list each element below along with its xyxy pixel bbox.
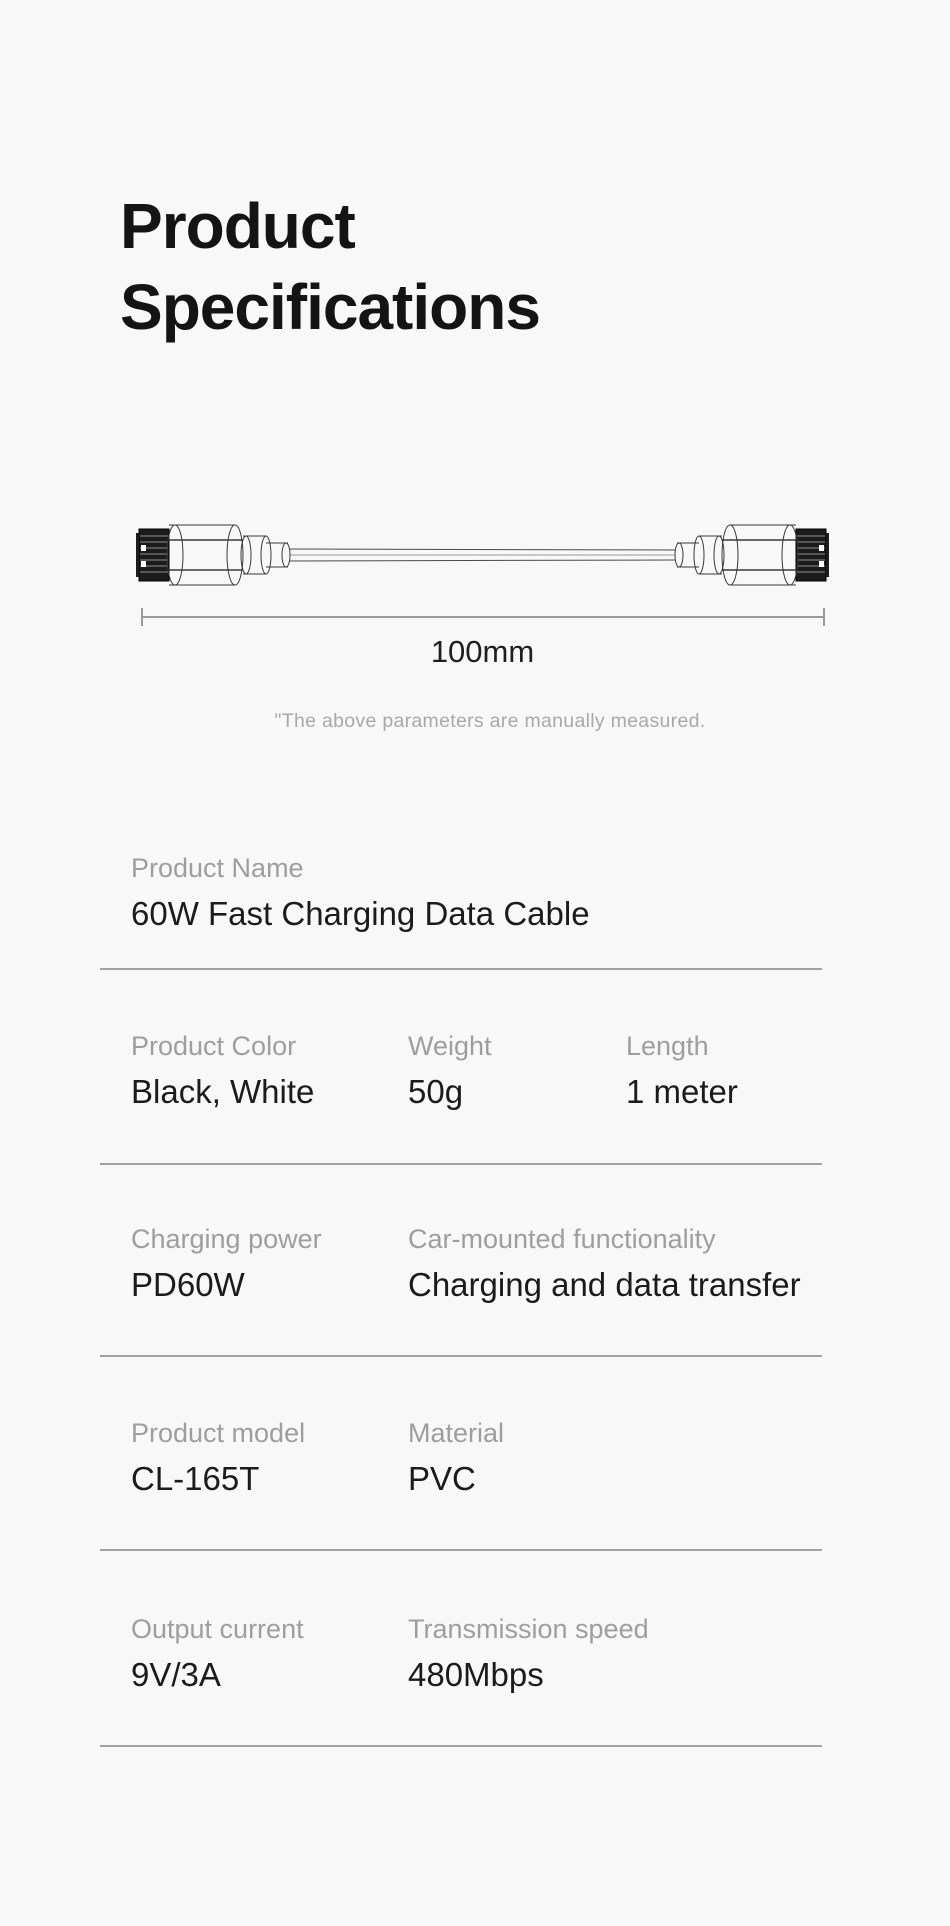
spec-section-product-name (131, 850, 590, 936)
spec-section-current-speed (131, 1611, 649, 1697)
spec-value: PVC (408, 1460, 476, 1497)
cable-illustration (135, 519, 830, 591)
spec-value: 1 meter (626, 1073, 738, 1110)
section-divider (100, 1549, 822, 1551)
section-divider (100, 1163, 822, 1165)
spec-field (131, 1028, 408, 1114)
dimension-tick-right (823, 608, 825, 626)
page-title (120, 186, 540, 348)
dimension-line (141, 616, 824, 618)
section-divider (100, 1355, 822, 1357)
spec-field (408, 1221, 801, 1307)
spec-value: Black, White (131, 1073, 315, 1110)
spec-value: PD60W (131, 1266, 245, 1303)
spec-label: Output current (131, 1614, 304, 1644)
spec-label: Material (408, 1418, 505, 1448)
spec-field (626, 1028, 738, 1114)
spec-value: Charging and data transfer (408, 1266, 801, 1303)
spec-field (131, 1221, 408, 1307)
spec-label: Car-mounted functionality (408, 1224, 716, 1254)
spec-value: 9V/3A (131, 1656, 221, 1693)
page-title-line2: Specifications (120, 271, 540, 343)
spec-field (408, 1415, 504, 1501)
section-divider (100, 1745, 822, 1747)
spec-label: Length (626, 1031, 709, 1061)
spec-label: Weight (408, 1031, 492, 1061)
page-title-line1: Product (120, 190, 355, 262)
spec-field (131, 1415, 408, 1501)
spec-section-model-material (131, 1415, 504, 1501)
spec-label: Transmission speed (408, 1614, 649, 1644)
section-divider (100, 968, 822, 970)
spec-field (408, 1028, 626, 1114)
spec-field (408, 1611, 649, 1697)
spec-label: Product Color (131, 1031, 297, 1061)
spec-value: 60W Fast Charging Data Cable (131, 895, 590, 932)
dimension-label: 100mm (430, 634, 535, 669)
spec-section-color-weight-length (131, 1028, 738, 1114)
measurement-note: "The above parameters are manually measured. (274, 710, 706, 732)
spec-label: Product model (131, 1418, 306, 1448)
spec-label: Charging power (131, 1224, 322, 1254)
spec-value: 480Mbps (408, 1656, 544, 1693)
spec-field (131, 850, 590, 936)
spec-value: CL-165T (131, 1460, 260, 1497)
spec-field (131, 1611, 408, 1697)
spec-label: Product Name (131, 853, 304, 883)
spec-value: 50g (408, 1073, 464, 1110)
spec-section-charging-power (131, 1221, 801, 1307)
